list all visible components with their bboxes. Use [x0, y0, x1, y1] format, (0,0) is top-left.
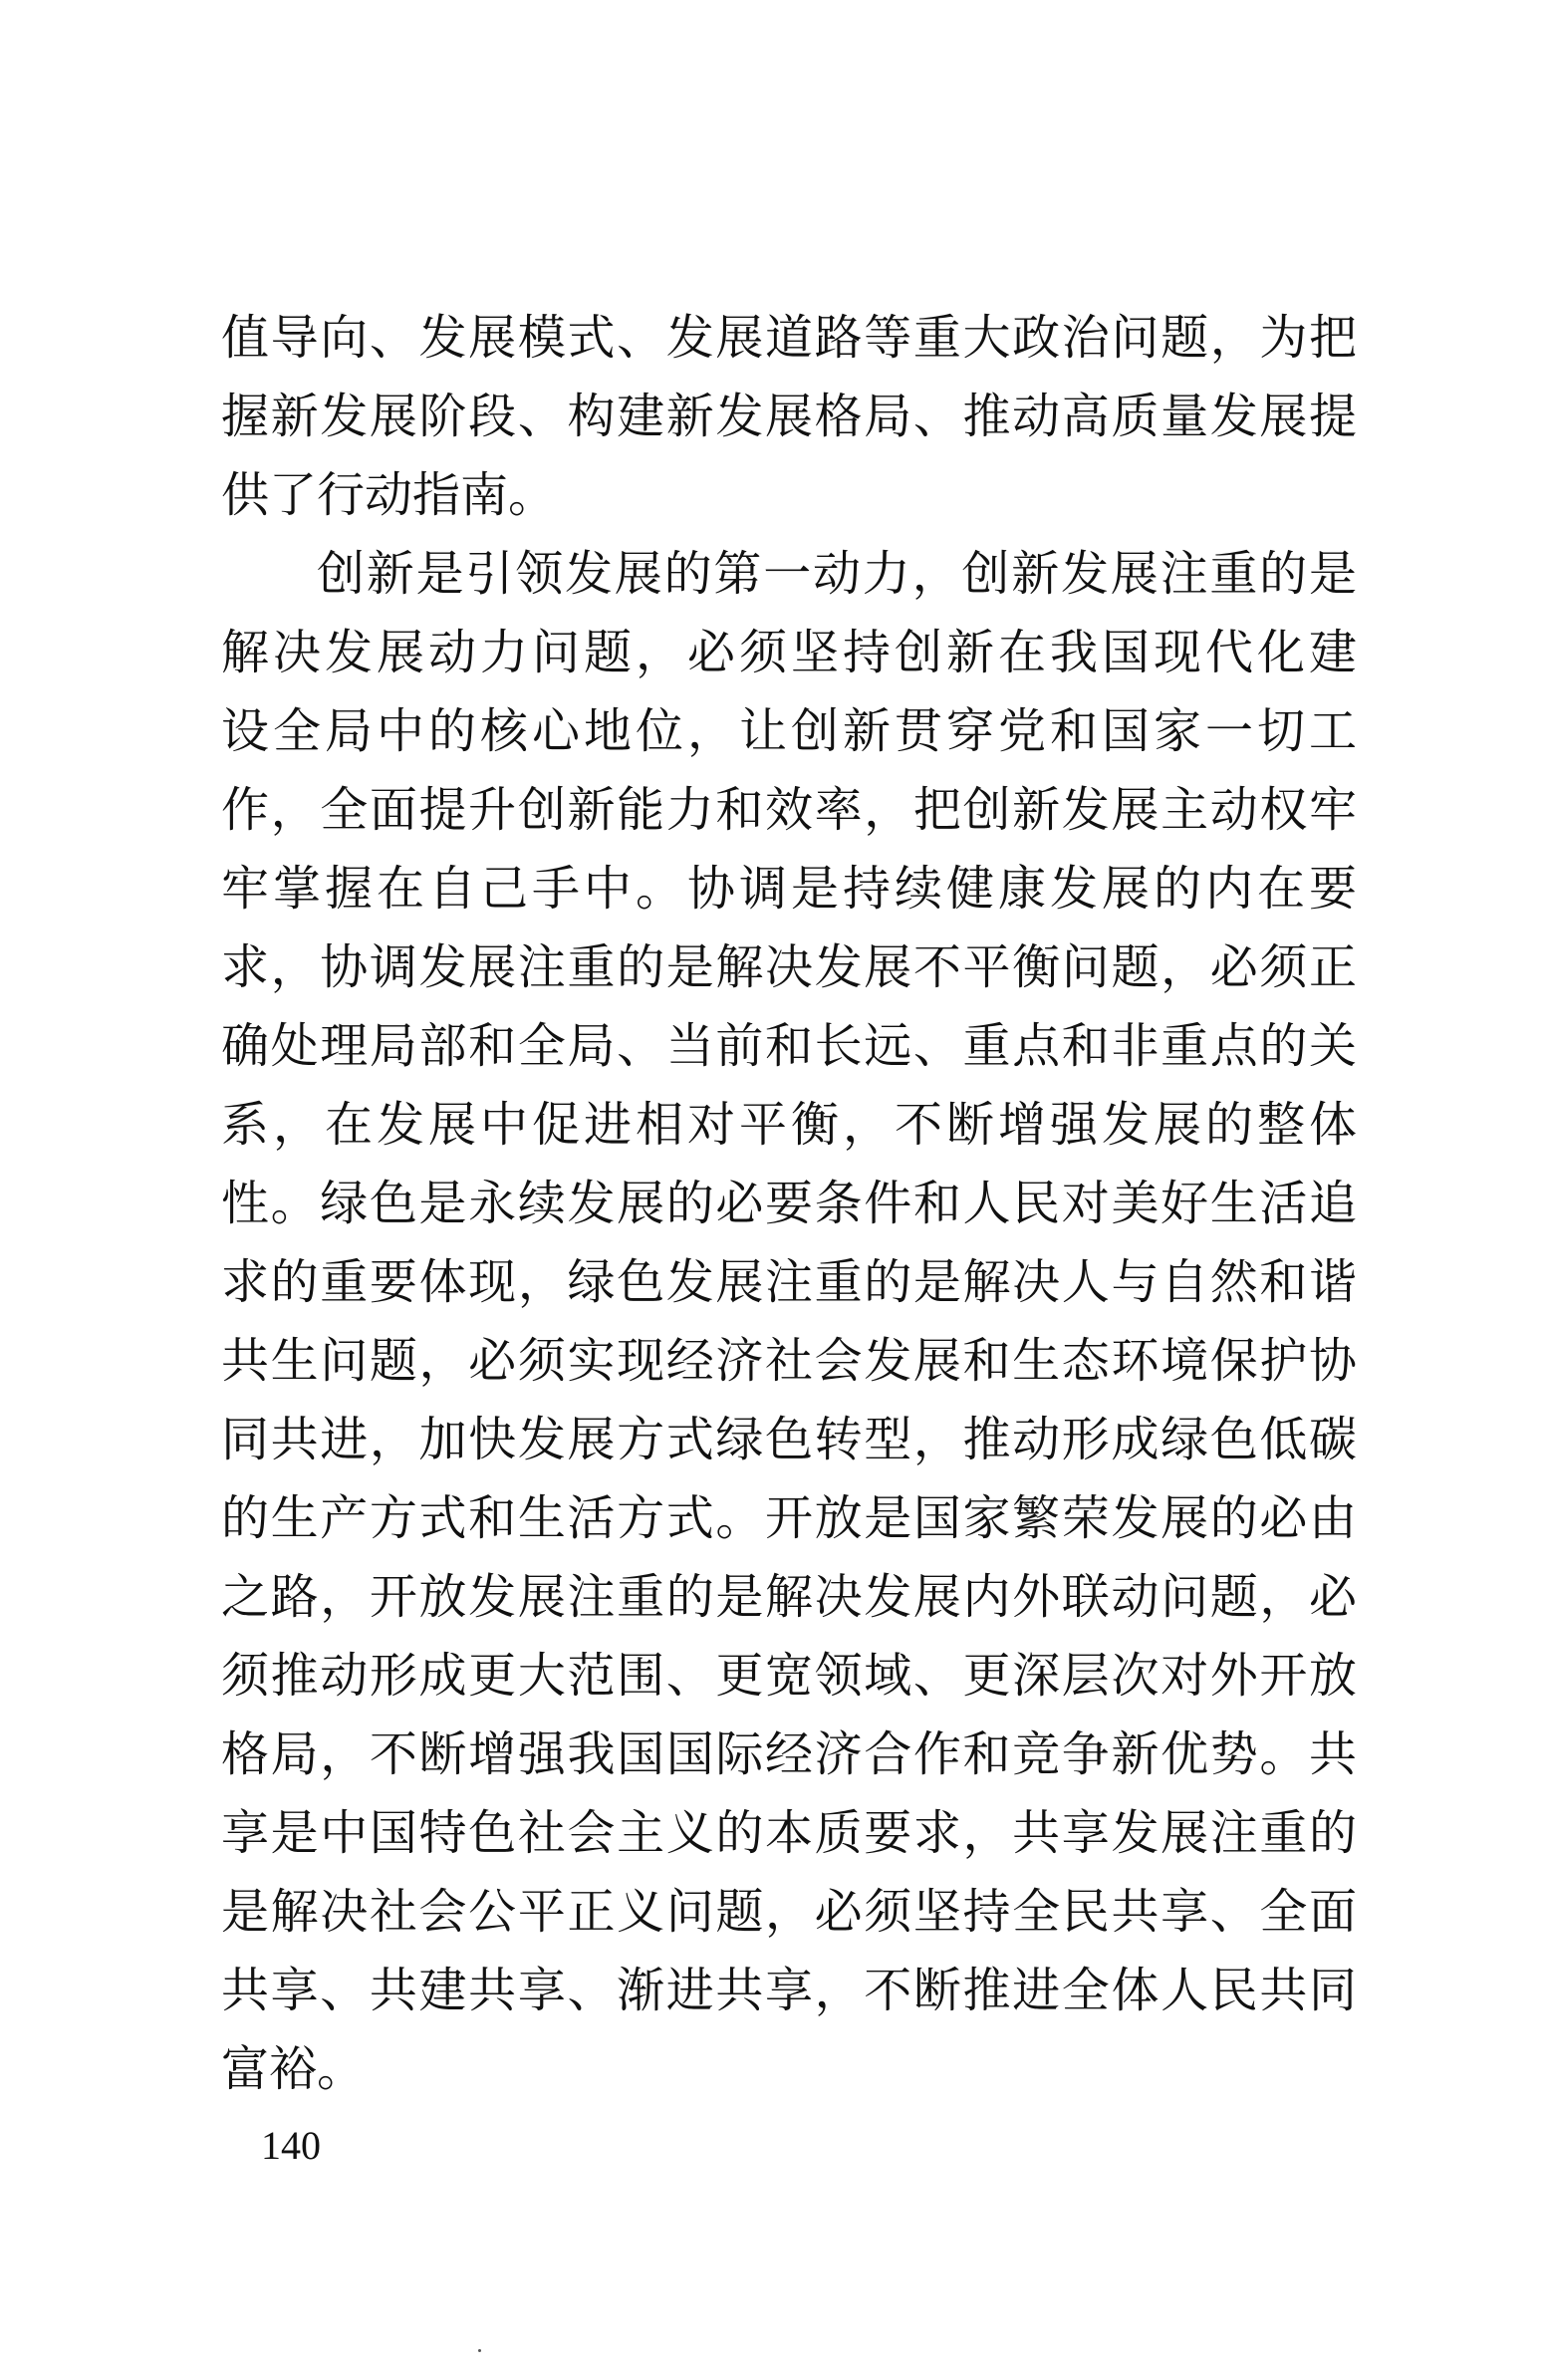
paragraph-2-line: 牢掌握在自己手中。协调是持续健康发展的内在要 — [221, 861, 1357, 917]
paragraph-2-line: 设全局中的核心地位，让创新贯穿党和国家一切工 — [221, 703, 1357, 759]
paragraph-2-line: 求，协调发展注重的是解决发展不平衡问题，必须正 — [221, 939, 1357, 995]
paragraph-2-line: 之路，开放发展注重的是解决发展内外联动问题，必 — [221, 1569, 1357, 1625]
paragraph-2-line: 富裕。 — [221, 2041, 366, 2097]
body-text — [221, 299, 1357, 2109]
paragraph-2-line: 系，在发展中促进相对平衡，不断增强发展的整体 — [221, 1097, 1357, 1153]
paragraph-2-line: 创新是引领发展的第一动力，创新发展注重的是 — [317, 546, 1357, 602]
paragraph-2-line: 求的重要体现，绿色发展注重的是解决人与自然和谐 — [221, 1254, 1357, 1310]
paragraph-2-line: 共生问题，必须实现经济社会发展和生态环境保护协 — [221, 1333, 1357, 1389]
paragraph-2-line: 性。绿色是永续发展的必要条件和人民对美好生活追 — [221, 1176, 1357, 1231]
paragraph-2-line: 享是中国特色社会主义的本质要求，共享发展注重的 — [221, 1805, 1357, 1861]
paragraph-2-line: 的生产方式和生活方式。开放是国家繁荣发展的必由 — [221, 1490, 1357, 1546]
paragraph-2-line: 共享、共建共享、渐进共享，不断推进全体人民共同 — [221, 1963, 1357, 2018]
paragraph-1-line: 握新发展阶段、构建新发展格局、推动高质量发展提 — [221, 389, 1357, 444]
page-number: 140 — [261, 2123, 321, 2168]
paragraph-2-line: 是解决社会公平正义问题，必须坚持全民共享、全面 — [221, 1884, 1357, 1940]
paragraph-2-line: 解决发展动力问题，必须坚持创新在我国现代化建 — [221, 625, 1357, 680]
paragraph-2-line: 格局，不断增强我国国际经济合作和竞争新优势。共 — [221, 1726, 1357, 1782]
paragraph-2-line: 作，全面提升创新能力和效率，把创新发展主动权牢 — [221, 782, 1357, 838]
scan-speck — [478, 2349, 481, 2352]
paragraph-2-line: 同共进，加快发展方式绿色转型，推动形成绿色低碳 — [221, 1412, 1357, 1467]
paragraph-1-line: 值导向、发展模式、发展道路等重大政治问题，为把 — [221, 310, 1357, 366]
paragraph-2-line: 须推动形成更大范围、更宽领域、更深层次对外开放 — [221, 1648, 1357, 1704]
paragraph-1-line: 供了行动指南。 — [221, 467, 557, 523]
paragraph-2-line: 确处理局部和全局、当前和长远、重点和非重点的关 — [221, 1018, 1357, 1074]
